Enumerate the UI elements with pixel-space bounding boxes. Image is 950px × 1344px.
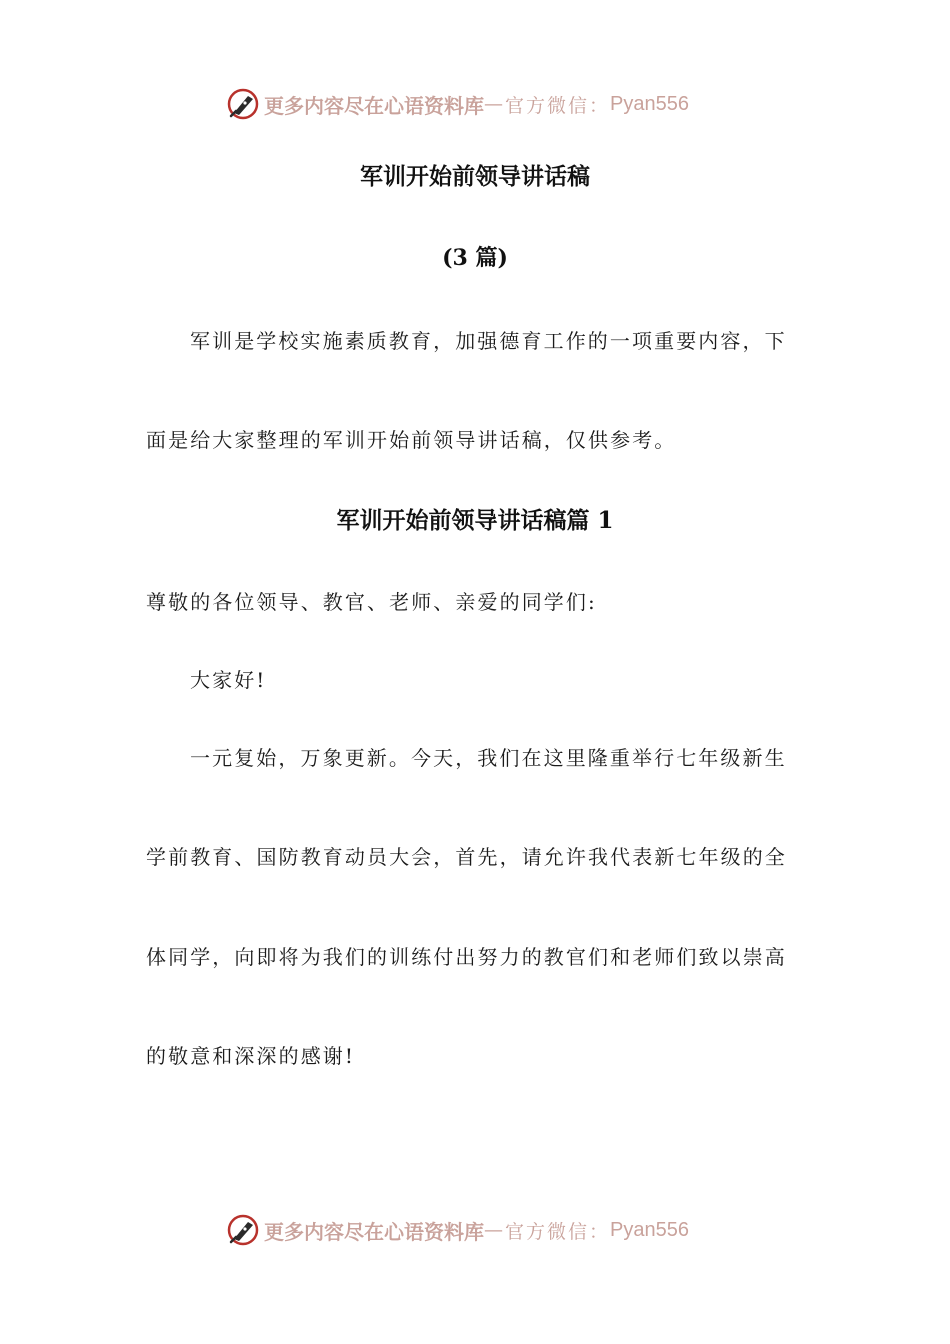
body-line: 的敬意和深深的感谢!	[146, 1044, 356, 1068]
watermark-brand: 更多内容尽在心语资料库	[264, 1219, 484, 1244]
document-count-note: (3 篇)	[442, 245, 508, 271]
document-title: 军训开始前领导讲话稿	[360, 163, 590, 190]
intro-line: 军训是学校实施素质教育，加强德育工作的一项重要内容，下	[190, 329, 787, 353]
greeting: 大家好!	[190, 668, 267, 692]
section-title: 军训开始前领导讲话稿篇 1	[336, 507, 614, 534]
watermark-official-label: 官方微信：	[505, 94, 611, 117]
body-line: 学前教育、国防教育动员大会，首先，请允许我代表新七年级的全	[146, 845, 787, 869]
footer-watermark	[226, 1210, 689, 1250]
body-line: 一元复始，万象更新。今天，我们在这里隆重举行七年级新生	[190, 746, 787, 770]
watermark-brand: 更多内容尽在心语资料库	[264, 93, 484, 118]
watermark-separator: —	[484, 1219, 505, 1241]
body-line: 体同学，向即将为我们的训练付出努力的教官们和老师们致以崇高	[146, 945, 787, 969]
pen-nib-logo-icon	[226, 87, 260, 121]
watermark-wechat-id: Pyan556	[610, 1218, 689, 1241]
pen-nib-logo-icon	[226, 1213, 260, 1247]
watermark-separator: —	[484, 93, 505, 115]
intro-line: 面是给大家整理的军训开始前领导讲话稿，仅供参考。	[146, 428, 677, 452]
salutation: 尊敬的各位领导、教官、老师、亲爱的同学们:	[146, 590, 597, 614]
header-watermark	[226, 84, 689, 124]
watermark-official-label: 官方微信：	[505, 1220, 611, 1243]
watermark-wechat-id: Pyan556	[610, 92, 689, 115]
